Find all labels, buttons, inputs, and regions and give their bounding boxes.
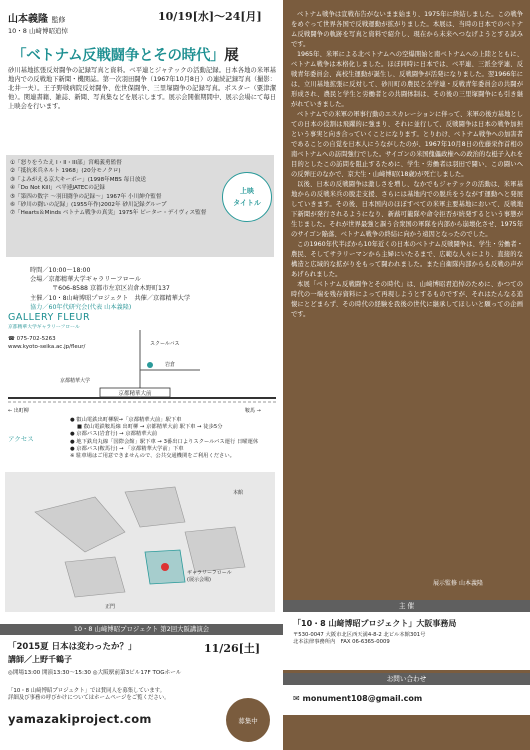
host-address-line: 〒530-0047 大阪市北区西天満4-8-2 北ビル本館301号 — [293, 632, 426, 638]
screening-badge-line1: 上映 — [240, 187, 254, 195]
project-website[interactable]: yamazakiproject.com — [8, 712, 152, 726]
gallery-name-sub: 京都精華大学ギャラリーフロール — [8, 325, 80, 330]
right-column — [283, 0, 530, 750]
screening-badge-line2: タイトル — [233, 199, 261, 207]
supervisor-role: 監修 — [51, 16, 66, 24]
host-band: 主 催 — [283, 600, 530, 612]
gallery-name: GALLERY FLEUR — [8, 312, 91, 323]
building — [185, 527, 245, 572]
host-address — [293, 632, 525, 647]
lecture-date: 11/26[土] — [204, 642, 261, 655]
exhibit-hall-label: (展示会場) — [187, 577, 211, 583]
access-item: ● 京都バス(岩倉行) → 京都精華大前 — [70, 431, 158, 438]
film-item: ③「よみがえる京大キーボー」(1998年MBS 毎日放送 — [10, 176, 147, 183]
host-name: 「10・8 山﨑博昭プロジェクト」大阪事務局 — [293, 619, 457, 628]
signature-name: 山本義隆 — [458, 580, 483, 587]
screening-badge — [222, 172, 272, 222]
building — [65, 557, 125, 597]
film-list — [10, 159, 210, 218]
statement-paragraph: 以後、日本の反戦闘争は激しさを増し、なかでもジャテックの活動は、米軍基地からの反戦米兵の脱走支援、さらには基地内での脱兵をうながす運動へと発展していきます。その後、日本国内のほぼすべての米軍主要基地において、反戦地下新聞が発行されるようになり、新蕗可籠隊や命令拒否が続発するという事態が生じました。それが世界最強と謳う合衆国の軍隊を内部から崩壊化させ、1975年のサイゴン陥落、ベトナム戦争の終結に向かう遠因となったのでした。 — [291, 181, 523, 238]
film-item: ⑦「Hearts＆Minds ベトナム戦争の真実」1975年 ピーター・デイヴィス監督 — [10, 210, 207, 217]
exhibition-title — [12, 44, 238, 65]
recruit-badge: 募集中 — [226, 698, 270, 742]
iwakura-label: 岩倉 — [165, 362, 176, 368]
access-list — [70, 417, 280, 460]
supervisor — [8, 10, 65, 25]
bus-stop-label: スクールバス — [150, 341, 180, 347]
supervisor-name: 山本義隆 — [8, 14, 48, 25]
statement-paragraph: この1960年代半ばから10年近くの日本のベトナム反戦闘争は、学生・労働者・農民、そしてサラリーマンから主婦にいたるまで、広範な人々により、直接的な構造と広域的な拡がりをもって闘われました。また自衛隊内部からも反戦の声があげられました。 — [291, 241, 523, 278]
library-label: 本館 — [233, 490, 244, 496]
event-cooperation: 協力／60年代研究会(代表 山本義隆) — [30, 303, 132, 311]
statement-signature — [433, 578, 483, 587]
film-item: ②「抵抗米兵ネルト 1968」(20分モノクロ) — [10, 168, 121, 175]
event-time: 時間／10:00〜18:00 — [30, 267, 91, 274]
recruit-line: 「10・8 山﨑博昭プロジェクト」では賛同人を募集しています。 — [8, 688, 166, 694]
event-venue: 会場／京都精華大学ギャラリーフロール — [30, 276, 141, 284]
gallery-label: ギャラリーフロール — [187, 570, 232, 576]
signature-label: 展示監修 — [433, 580, 458, 587]
statement-paragraph: 1965年、米軍による北ベトナムへの空爆開始と南ベトナムへの上陸とともに、ベトナム戦争は本格化しました。ほぼ同時に日本では、ベ平連、三派全学連、反戦青年委員会、高校生運動が誕生し、反戦闘争が活発になりました。翌1966年には、立川基地拡張に反対して、砂川町の農民と全学連・反戦青年委員会の共闘が形成され、農民と学生と労働者との共闘体制は、その後の三里塚闘争にも引き継がれていきました。 — [291, 51, 523, 108]
event-info — [30, 266, 280, 312]
station-label: 京都精華大前 — [118, 391, 152, 397]
recruit-line: 詳細及び事務の呼びかけについてはホームページをご覧ください。 — [8, 695, 170, 702]
univ-label: 京都精華大学 — [60, 378, 91, 384]
statement-paragraph: 本展「ベトナム反戦闘争とその時代」は、山﨑博昭君追悼のために、かつての時代の一端を残存資料によって再現しようとするものですが、それはたんなる追懐にとどまらず、その時代の経験を我後の世代に継承してほしいと願っての企画です。 — [291, 281, 523, 318]
gallery-marker — [147, 362, 153, 368]
access-item: ● 叡山電鉄出町柳駅→「京都精華大前」駅下車 — [70, 417, 182, 423]
access-item: ※ 駐車場はご用意できませんので、公共交通機関をご利用ください。 — [70, 453, 235, 460]
film-item: ①「怒りをうたえ I・II・III部」宮嶋義勇監督 — [10, 160, 122, 166]
statement-paragraph: ベトナム戦争は宣戦布告がないまま始まり、1975年に終結しました。この戦争をめぐって世界各国で反戦運動が拡がりました。本展は、当時の日本でのベトナム反戦闘争の軌跡を写真と資料で紹介し、現在から未来へつなげようとする試みです。 — [291, 11, 523, 48]
access-item: ■ 叡山電鉄鞍馬線 出町柳 → 京都精華大前 駅下車 → 徒歩5分 — [70, 424, 223, 431]
main-entrance-label: 正門 — [105, 604, 116, 610]
gallery-phone — [8, 336, 56, 342]
access-label: アクセス — [8, 435, 34, 443]
header-subtitle: 10・8 山﨑博昭追悼 — [8, 27, 68, 35]
demachiyanagi-label: ← 出町柳 — [8, 408, 29, 414]
exhibition-title-suffix: 展 — [224, 48, 239, 64]
statement-paragraph: ベトナムでの米軍の軍事行動のエスカレーションに伴って、米軍の後方基地としての日本の役割は飛躍的に強まり、それに並行して、反戦闘争は日本の戦争加担という事実と向き合っていくことになります。とりわけ、ベトナム戦争への加害者であることの自覚を日本人にうながしたのが、1967年10月8日の佐藤栄作首相の南ベトナムへの訪問強行でした。サイゴンの米国傀儡政権への政治的な梃子入れを目的としたこの訪問を阻止するために、学生・労働者は羽田で闘い、この闘いへの反弾圧のなかで、京大生・山﨑博昭(18歳)が死亡しました。 — [291, 111, 523, 178]
gallery-phone-number: 075-702-5263 — [16, 336, 56, 342]
kurama-label: 鞍馬 → — [245, 408, 261, 414]
event-venue-address: 〒606-8588 京都市左京区岩倉木野町137 — [52, 285, 170, 293]
lecture-time: ◎開場13:00 開演13:30〜15:30 ◎大阪駅前第3ビル17F TOGホール — [8, 670, 182, 676]
gallery-url[interactable]: www.kyoto-seika.ac.jp/fleur/ — [8, 344, 86, 350]
film-item: ④「Do Not Kill」ベ平連JATECの記録 — [10, 185, 105, 192]
intro-paragraph: 砂川基地拡張反対闘争の記録写真と資料。ベ平連とジャテックの活動記録。日本各地の米軍基地内での反戦地下新聞・機関誌。第一次羽田闘争（1967年10月8日）の連続記録写真（撮影：北井一夫）。王子野戦病院反対闘争、佐世保闘争、三里塚闘争の記録写真。ポスター（粟津潔 他）。関連書籍、雑誌、新聞、写真集などを展示します。展示会開催期間中、展示会場にて毎日上映会を行います。 — [8, 67, 276, 110]
inquiry-band: お問い合わせ — [283, 673, 530, 685]
access-item: ● 地下鉄烏丸線「国際会館」駅下車 → 3番出口よりスクールバス運行 日曜運休 — [70, 438, 259, 445]
exhibition-dates: 10/19[水]〜24[月] — [158, 10, 262, 23]
phone-icon: ☎ — [8, 336, 15, 342]
recruit-text — [8, 688, 218, 703]
film-item: ⑤「第四の数字 〜羽田闘争の記録〜」1967年 小川紳介監督 — [10, 193, 162, 200]
inquiry-email[interactable]: ✉ monument108@gmail.com — [293, 694, 423, 703]
statement — [291, 10, 523, 320]
access-item: ● 京都バス(鞍馬行) → 「京都精華大学前」下車 — [70, 445, 184, 452]
film-item: ⑥「砂川の闘いの記録」(1955年作)2002年 砂川記録グループ — [10, 202, 167, 209]
lecture-title: 「2015夏 日本は変わったか？」 — [8, 642, 137, 652]
lecture-speaker: 講師／上野千鶴子 — [8, 655, 72, 664]
exhibition-title-main: 「ベトナム反戦闘争とその時代」 — [12, 48, 225, 64]
host-address-line: 北本法律事務所内 FAX 06-6365-0009 — [293, 639, 390, 646]
lecture-band: 10・8 山﨑博昭プロジェクト 第2回大阪講演会 — [0, 624, 283, 635]
exhibit-marker — [161, 563, 169, 571]
event-host: 主催／10・8山﨑博昭プロジェクト 共催／京都精華大学 — [30, 294, 191, 302]
campus-map — [5, 472, 275, 612]
